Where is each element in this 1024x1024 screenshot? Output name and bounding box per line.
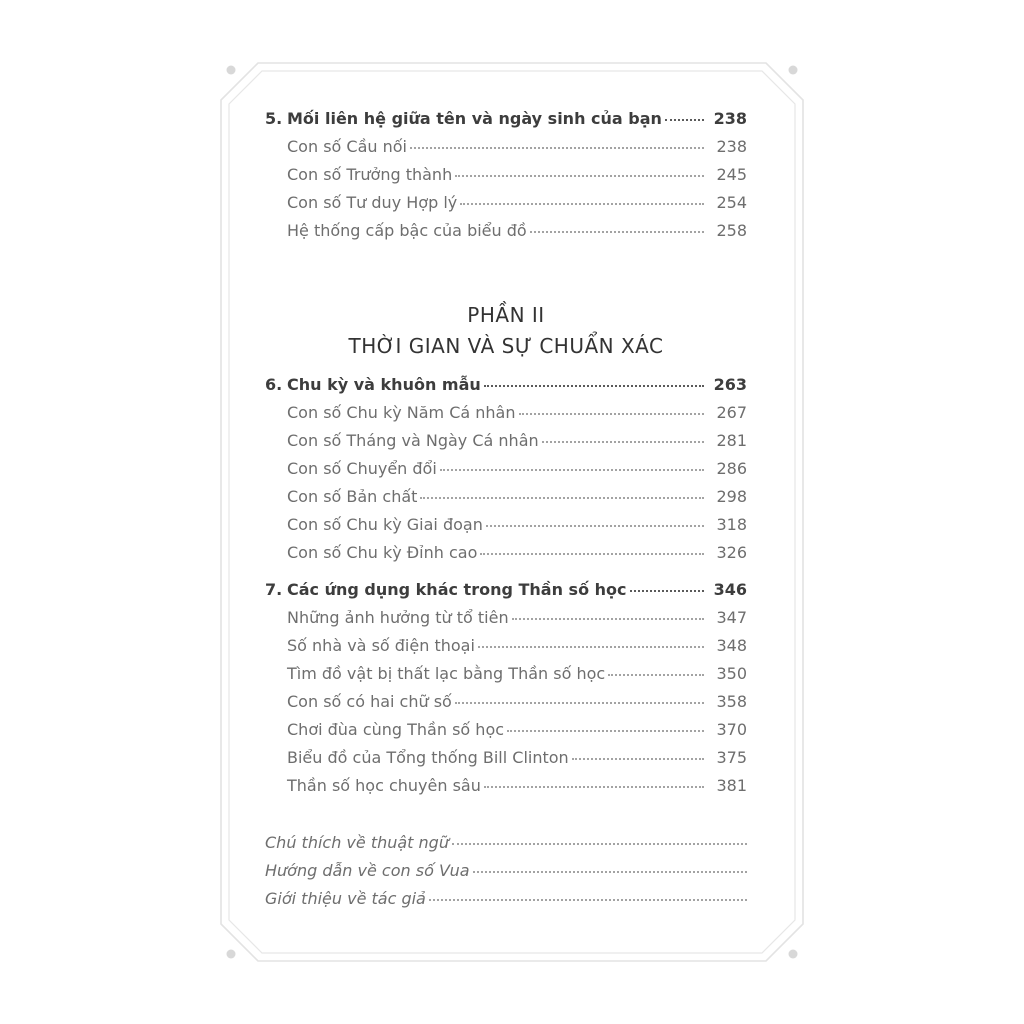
chapter-6 xyxy=(265,371,747,567)
toc-row xyxy=(265,716,747,744)
part-heading-line: THỜI GIAN VÀ SỰ CHUẨN XÁC xyxy=(348,334,664,358)
dot-leader xyxy=(530,231,704,233)
dot-leader xyxy=(507,730,704,732)
toc-entry-label: Giới thiệu về tác giả xyxy=(265,889,426,908)
chapter-number: 5. xyxy=(265,109,283,128)
toc-entry-label: Các ứng dụng khác trong Thần số học xyxy=(287,580,627,599)
toc-content xyxy=(265,0,747,1024)
corner-dot-bottom-left xyxy=(227,950,236,959)
page-number: 370 xyxy=(716,720,747,739)
page-number: 347 xyxy=(716,608,747,627)
dot-leader xyxy=(440,469,704,471)
corner-dot-bottom-right xyxy=(789,950,798,959)
toc-entry-label: Con số Cầu nối xyxy=(287,137,407,156)
dot-leader xyxy=(452,843,747,845)
chapter-number: 6. xyxy=(265,375,283,394)
toc-entry-label: Con số Tháng và Ngày Cá nhân xyxy=(287,431,539,450)
dot-leader xyxy=(455,175,704,177)
toc-row xyxy=(265,217,747,245)
dot-leader xyxy=(542,441,704,443)
toc-entry-label: Con số Chu kỳ Đỉnh cao xyxy=(287,543,478,562)
toc-row xyxy=(265,604,747,632)
toc-entry-label: Số nhà và số điện thoại xyxy=(287,636,475,655)
page-number: 238 xyxy=(716,137,747,156)
page-number: 358 xyxy=(716,692,747,711)
toc-entry-label: Con số Tư duy Hợp lý xyxy=(287,193,458,212)
toc-row xyxy=(265,744,747,772)
toc-entry-label: Những ảnh hưởng từ tổ tiên xyxy=(287,608,509,627)
toc-entry-label: Chơi đùa cùng Thần số học xyxy=(287,720,505,739)
page-number: 381 xyxy=(716,776,747,795)
dot-leader xyxy=(486,525,704,527)
toc-row xyxy=(265,189,747,217)
toc-row xyxy=(265,772,747,800)
dot-leader xyxy=(410,147,704,149)
page-number: 375 xyxy=(716,748,747,767)
toc-row xyxy=(265,576,747,604)
part-heading xyxy=(265,300,747,362)
dot-leader xyxy=(630,590,705,592)
toc-entry-label: Hướng dẫn về con số Vua xyxy=(265,861,470,880)
toc-row xyxy=(265,455,747,483)
dot-leader xyxy=(512,618,704,620)
toc-entry-label: Con số Trưởng thành xyxy=(287,165,453,184)
page-number: 263 xyxy=(713,375,747,394)
toc-row xyxy=(265,483,747,511)
dot-leader xyxy=(484,786,704,788)
page-number: 254 xyxy=(716,193,747,212)
dot-leader xyxy=(665,119,704,121)
toc-row xyxy=(265,105,747,133)
toc-entry-label: Tìm đồ vật bị thất lạc bằng Thần số học xyxy=(287,664,606,683)
dot-leader xyxy=(572,758,704,760)
page-number: 286 xyxy=(716,459,747,478)
toc-row xyxy=(265,885,747,913)
dot-leader xyxy=(455,702,704,704)
toc-entry-label: Con số Bản chất xyxy=(287,487,418,506)
toc-entry-label: Con số có hai chữ số xyxy=(287,692,452,711)
toc-row xyxy=(265,857,747,885)
dot-leader xyxy=(480,553,704,555)
toc-entry-label: Chú thích về thuật ngữ xyxy=(265,833,449,852)
dot-leader xyxy=(429,899,747,901)
dot-leader xyxy=(478,646,704,648)
page-number: 238 xyxy=(713,109,747,128)
corner-dot-top-left xyxy=(227,66,236,75)
corner-dot-top-right xyxy=(789,66,798,75)
dot-leader xyxy=(608,674,704,676)
toc-row xyxy=(265,829,747,857)
page-number: 348 xyxy=(716,636,747,655)
appendix xyxy=(265,829,747,913)
toc-row xyxy=(265,133,747,161)
page-number: 245 xyxy=(716,165,747,184)
toc-row xyxy=(265,632,747,660)
dot-leader xyxy=(460,203,704,205)
toc-entry-label: Biểu đồ của Tổng thống Bill Clinton xyxy=(287,748,569,767)
toc-row xyxy=(265,427,747,455)
chapter-7 xyxy=(265,576,747,800)
toc-row xyxy=(265,539,747,567)
toc-entry-label: Thần số học chuyên sâu xyxy=(287,776,481,795)
dot-leader xyxy=(420,497,704,499)
toc-entry-label: Chu kỳ và khuôn mẫu xyxy=(287,375,481,394)
part-heading-line: PHẦN II xyxy=(467,303,545,327)
chapter-number: 7. xyxy=(265,580,283,599)
page-number: 298 xyxy=(716,487,747,506)
page-number: 318 xyxy=(716,515,747,534)
chapter-5 xyxy=(265,105,747,245)
page-number: 267 xyxy=(716,403,747,422)
toc-entry-label: Con số Chuyển đổi xyxy=(287,459,437,478)
toc-row xyxy=(265,161,747,189)
toc-row xyxy=(265,511,747,539)
page-number: 326 xyxy=(716,543,747,562)
dot-leader xyxy=(473,871,747,873)
page-number: 281 xyxy=(716,431,747,450)
toc-entry-label: Hệ thống cấp bậc của biểu đồ xyxy=(287,221,527,240)
toc-row xyxy=(265,399,747,427)
page-number: 258 xyxy=(716,221,747,240)
toc-entry-label: Con số Chu kỳ Năm Cá nhân xyxy=(287,403,516,422)
toc-entry-label: Con số Chu kỳ Giai đoạn xyxy=(287,515,483,534)
page-number: 346 xyxy=(713,580,747,599)
page-number: 350 xyxy=(716,664,747,683)
toc-row xyxy=(265,371,747,399)
toc-row xyxy=(265,688,747,716)
toc-row xyxy=(265,660,747,688)
dot-leader xyxy=(519,413,705,415)
dot-leader xyxy=(484,385,704,387)
toc-entry-label: Mối liên hệ giữa tên và ngày sinh của bạn xyxy=(287,109,662,128)
